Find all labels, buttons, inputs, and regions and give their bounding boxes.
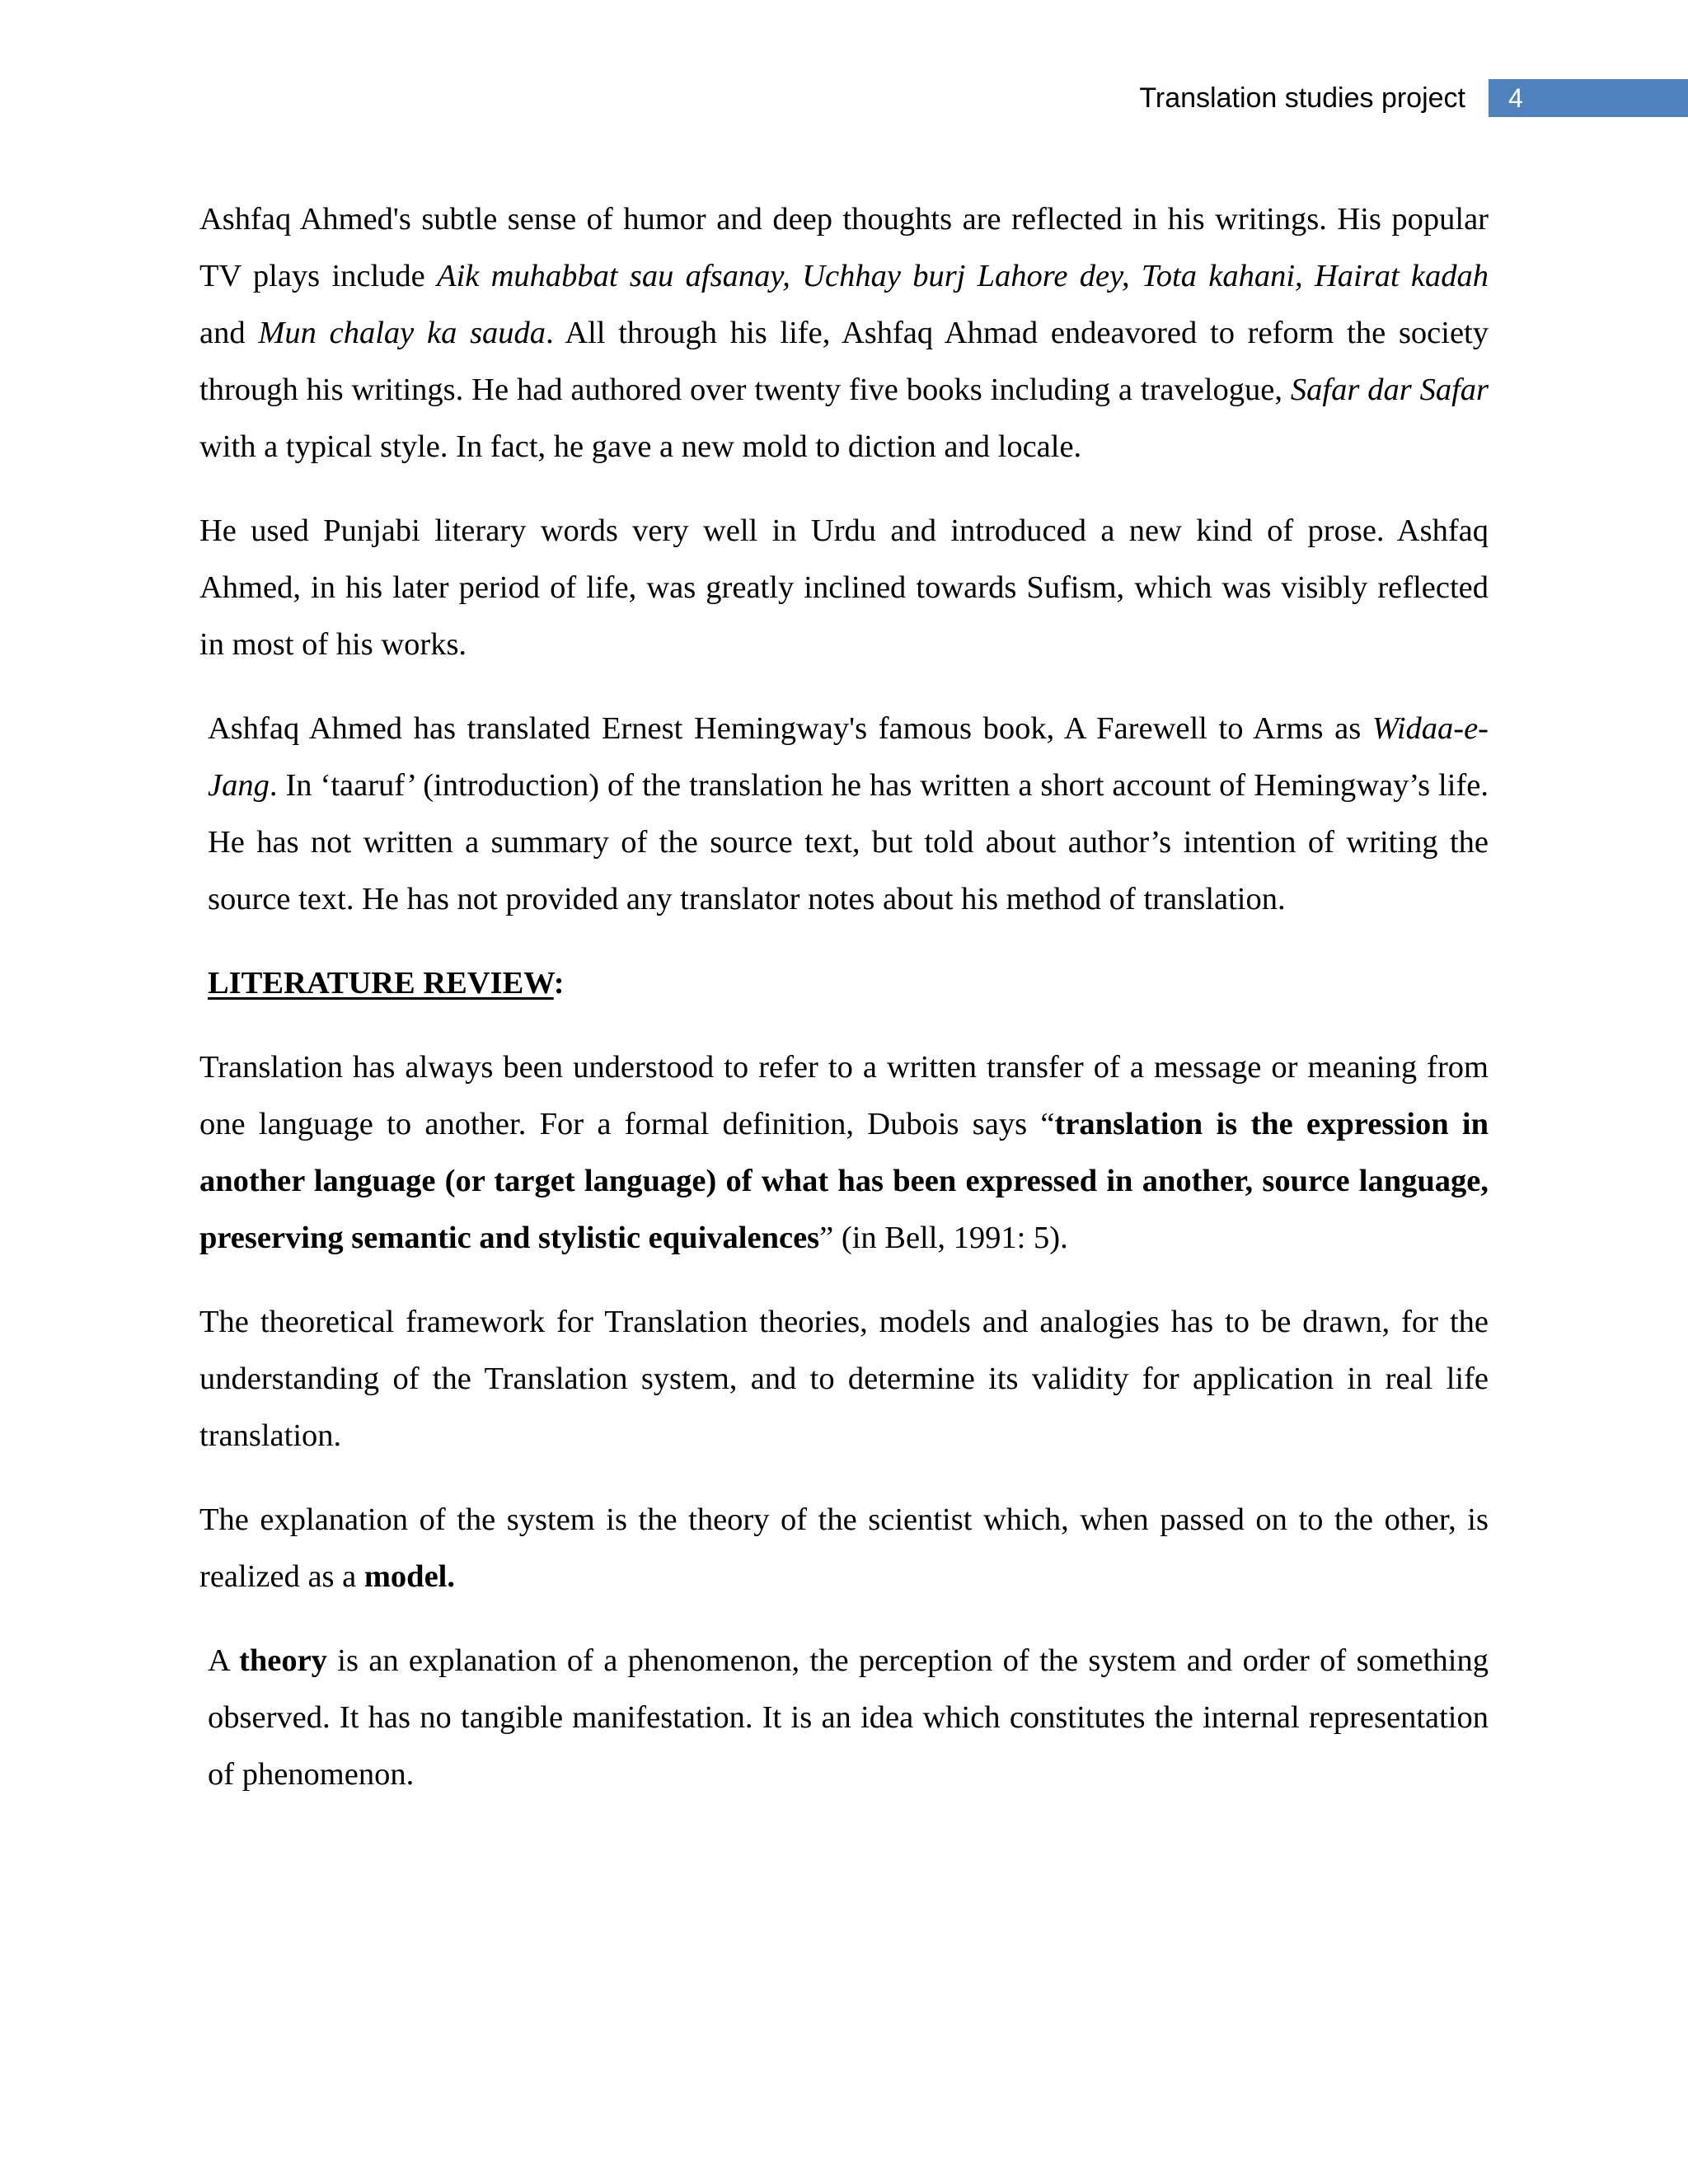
p4-bold-1: translation is the expression in another language (or target language) of what has been expressed in another, source language, preserving semantic and stylistic equivalences: [199, 1107, 1489, 1255]
p6-text-1: The explanation of the system is the theory of the scientist which, when passed on to the other, is realized as a: [199, 1502, 1489, 1594]
page-number-box: [1485, 79, 1688, 117]
p1-text-1: Ashfaq Ahmed's subtle sense of humor and deep thoughts are reflected in his writings. His popular TV plays include: [199, 202, 1489, 293]
paragraph-5: The theoretical framework for Translation theories, models and analogies has to be drawn, for the understanding of the Translation system, and to determine its validity for application in real life translation.: [199, 1305, 1489, 1453]
p1-italic-1: Aik muhabbat sau afsanay, Uchhay burj Lahore dey, Tota kahani, Hairat kadah: [437, 259, 1489, 293]
p4-text-1: Translation has always been understood to refer to a written transfer of a message or meaning from one language to another. For a formal definition, Dubois says “: [199, 1050, 1489, 1141]
paragraph-2: He used Punjabi literary words very well in Urdu and introduced a new kind of prose. Ashfaq Ahmed, in his later period of life, was greatly inclined towards Sufism, which was visibly reflected in most of his works.: [199, 513, 1489, 662]
document-body: [199, 191, 1489, 1830]
section-heading: [199, 955, 1489, 1012]
paragraph-4: [199, 1039, 1489, 1267]
p7-bold-1: theory: [239, 1643, 327, 1678]
page-header: [1139, 79, 1688, 117]
p1-italic-3: Safar dar Safar: [1290, 373, 1489, 407]
paragraph-1: [199, 191, 1489, 476]
p6-bold-1: model.: [363, 1559, 456, 1594]
p1-italic-2: Mun chalay ka sauda: [258, 316, 546, 350]
p1-text-3: . All through his life, Ashfaq Ahmad endeavored to reform the society through his writings. He had authored over twenty five books including a travelogue,: [199, 316, 1489, 407]
p3-italic-1: Widaa-e-Jang: [208, 711, 1489, 803]
header-title: Translation studies project: [1139, 82, 1465, 114]
p1-text-2: and: [199, 316, 259, 350]
p1-text-4: with a typical style. In fact, he gave a new mold to diction and locale.: [199, 429, 1082, 464]
paragraph-7: [199, 1633, 1489, 1803]
p3-text-1: Ashfaq Ahmed has translated Ernest Hemingway's famous book, A Farewell to Arms as: [208, 711, 1372, 746]
page-number: 4: [1508, 82, 1523, 113]
paragraph-6: [199, 1492, 1489, 1605]
paragraph-3: [199, 701, 1489, 928]
section-heading-text: LITERATURE REVIEW: [208, 966, 554, 1001]
p7-text-1: A: [208, 1643, 240, 1678]
section-heading-suffix: :: [553, 966, 565, 1001]
p3-text-2: . In ‘taaruf’ (introduction) of the translation he has written a short account of Hemingway’s life. He has not written a summary of the source text, but told about author’s intention of writing the source text. He has not provided any translator notes about his method of translation.: [208, 768, 1489, 916]
p7-text-2: is an explanation of a phenomenon, the perception of the system and order of something observed. It has no tangible manifestation. It is an idea which constitutes the internal representation of phenomenon.: [208, 1643, 1489, 1792]
p4-text-2: ” (in Bell, 1991: 5).: [819, 1221, 1068, 1255]
